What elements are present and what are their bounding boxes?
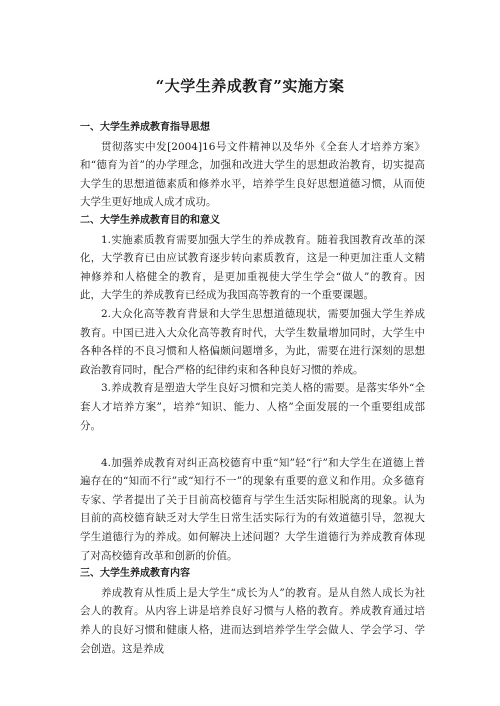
- paragraph: 4.加强养成教育对纠正高校德育中重“知”轻“行”和大学生在道德上普遍存在的“知而不行”或“知行不一”的现象有重要的意义和作用。众多德育专家、学者提出了关于目前高校德育与学生生活实际相脱离的现象。认为目前的高校德育缺乏对大学生日常生活实际行为的有效道德引导，忽视大学生道德行为的养成。如何解决上述问题？大学生道德行为养成教育体现了对高校德育改革和创新的价值。: [80, 456, 425, 562]
- section-heading-purpose: 二、大学生养成教育目的和意义: [80, 214, 220, 226]
- paragraph: 贯彻落实中发[2004]16号文件精神以及华外《全套人才培养方案》和“德育为首”的办学理念，加强和改进大学生的思想政治教育，切实提高大学生的思想道德素质和修养水平，培养学生良好思想道德习惯，从而使大学生更好地成人成才成功。: [80, 140, 425, 209]
- section-heading-guiding-ideology: 一、大学生养成教育指导思想: [80, 122, 210, 133]
- blank-line: [80, 435, 425, 454]
- paragraph: 2.大众化高等教育背景和大学生思想道德现状，需要加强大学生养成教育。中国已进入大众化高等教育时代，大学生数量增加同时，大学生中各种各样的不良习惯和人格偏颇问题增多，为此，需要在进行深刻的思想政治教育同时，配合严格的纪律约束和各种良好习惯的养成。: [80, 307, 425, 376]
- document-title: “大学生养成教育”实施方案: [155, 77, 345, 95]
- paragraph: 养成教育从性质上是大学生“成长为人”的教育。是从自然人成长为社会人的教育。从内容上讲是培养良好习惯与人格的教育。养成教育通过培养人的良好习惯和健康人格，进而达到培养学生学会做人、学会学习、学会创造。这是养成: [80, 586, 425, 655]
- document-body: [80, 119, 425, 658]
- section-heading-content: 三、大学生养成教育内容: [80, 568, 190, 580]
- paragraph: 3.养成教育是塑造大学生良好习惯和完美人格的需要。是落实华外“全套人才培养方案”，培养“知识、能力、人格”全面发展的一个重要组成部分。: [80, 382, 425, 432]
- paragraph: 1.实施素质教育需要加强大学生的养成教育。随着我国教育改革的深化，大学教育已由应试教育逐步转向素质教育，这是一种更加注重人文精神修养和人格健全的教育，是更加重视使大学生学会“做人”的教育。因此，大学生的养成教育已经成为我国高等教育的一个重要课题。: [80, 233, 425, 302]
